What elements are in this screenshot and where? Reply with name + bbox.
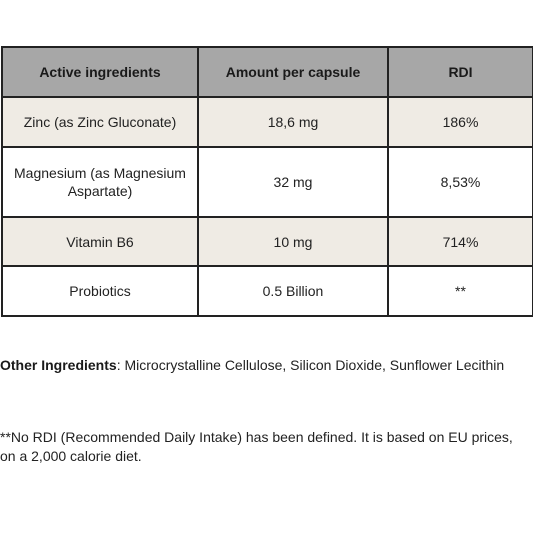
table-row (2, 266, 533, 316)
ingredient-cell: Probiotics (2, 266, 198, 316)
header-active-ingredients: Active ingredients (2, 47, 198, 97)
other-ingredients-text: : Microcrystalline Cellulose, Silicon Dioxide, Sunflower Lecithin (116, 357, 505, 373)
table-row (2, 97, 533, 147)
rdi-cell: ** (388, 266, 533, 316)
table-row (2, 147, 533, 217)
table-header-row (2, 47, 533, 97)
amount-cell: 0.5 Billion (198, 266, 388, 316)
ingredient-cell: Magnesium (as Magnesium Aspartate) (2, 147, 198, 217)
rdi-cell: 186% (388, 97, 533, 147)
ingredient-cell: Zinc (as Zinc Gluconate) (2, 97, 198, 147)
other-ingredients-paragraph (0, 356, 520, 375)
header-amount-per-capsule: Amount per capsule (198, 47, 388, 97)
header-rdi: RDI (388, 47, 533, 97)
amount-cell: 32 mg (198, 147, 388, 217)
amount-cell: 10 mg (198, 217, 388, 266)
other-ingredients-label: Other Ingredients (0, 357, 117, 373)
ingredient-cell: Vitamin B6 (2, 217, 198, 266)
nutrition-table-container (1, 46, 532, 317)
rdi-footnote: **No RDI (Recommended Daily Intake) has been defined. It is based on EU prices, on a 2,000 calorie diet. (0, 429, 513, 464)
amount-cell: 18,6 mg (198, 97, 388, 147)
rdi-cell: 8,53% (388, 147, 533, 217)
table-row (2, 217, 533, 266)
rdi-cell: 714% (388, 217, 533, 266)
nutrition-table (1, 46, 533, 317)
